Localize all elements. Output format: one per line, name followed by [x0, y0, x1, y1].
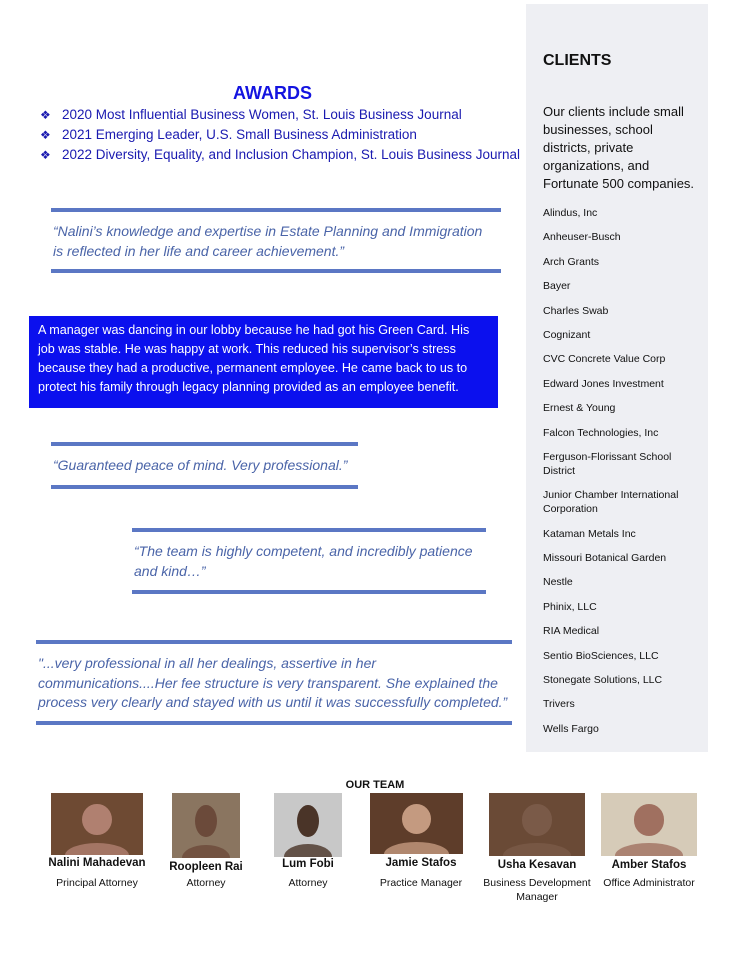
awards-heading: AWARDS — [232, 83, 312, 103]
award-item: ❖ 2022 Diversity, Equality, and Inclusion Champion, St. Louis Business Journal — [40, 145, 520, 165]
diamond-cluster-icon: ❖ — [40, 148, 51, 162]
client-item: Bayer — [543, 280, 571, 293]
client-item: Ernest & Young — [543, 402, 616, 415]
client-list — [543, 206, 703, 746]
client-item: Cognizant — [543, 328, 591, 341]
testimonial-quote: "...very professional in all her dealings, assertive in her communications....Her fee structure is very transparent. She explained the process very clearly and stayed with us until it was successfully completed.” — [38, 655, 508, 710]
team-member-name: Amber Stafos — [611, 859, 687, 871]
client-item: Falcon Technologies, Inc — [543, 426, 659, 439]
client-item: Wells Fargo — [543, 722, 599, 735]
client-item: Nestle — [543, 576, 573, 589]
client-story: A manager was dancing in our lobby because he had got his Green Card. His job was stable. He was happy at work. This reduced his supervisor’s stress because they had a productive, permanent employee. He came back to us to protect his family through legacy planning provided as an employee benefit. — [29, 316, 498, 408]
divider — [132, 590, 486, 594]
client-item: RIA Medical — [543, 625, 600, 638]
team-member-role: Attorney — [288, 877, 328, 889]
team-member-role: Office Administrator — [603, 877, 695, 889]
client-item: CVC Concrete Value Corp — [543, 353, 666, 366]
team-member-photo — [601, 793, 697, 856]
team-member-photo — [51, 793, 143, 855]
clients-heading: CLIENTS — [543, 52, 612, 69]
divider — [132, 528, 486, 532]
testimonial-quote: “The team is highly competent, and incredibly patience and kind…” — [134, 543, 473, 579]
divider — [51, 442, 358, 446]
diamond-cluster-icon: ❖ — [40, 108, 51, 122]
client-item: Arch Grants — [543, 255, 600, 268]
divider — [36, 721, 512, 725]
divider — [51, 269, 501, 273]
team-member-photo — [274, 793, 342, 857]
clients-intro: Our clients include small businesses, school districts, private organizations, and Fortunate 500 companies. — [543, 104, 695, 191]
client-item: Charles Swab — [543, 304, 609, 317]
testimonial-quote: “Nalini’s knowledge and expertise in Estate Planning and Immigration is reflected in her life and career achievement.” — [53, 223, 483, 259]
team-member-name: Nalini Mahadevan — [48, 857, 146, 869]
client-item: Phinix, LLC — [543, 600, 597, 613]
team-member-name: Jamie Stafos — [385, 857, 457, 869]
testimonial-quote: “Guaranteed peace of mind. Very professional.” — [53, 457, 348, 473]
client-item: Anheuser-Busch — [543, 231, 621, 244]
client-item: Ferguson-Florissant School District — [543, 450, 672, 477]
diamond-cluster-icon: ❖ — [40, 128, 51, 142]
team-member-role: Attorney — [186, 877, 226, 889]
client-item: Trivers — [543, 698, 575, 711]
client-item: Kataman Metals Inc — [543, 527, 636, 540]
team-member-role: Business Development Manager — [483, 877, 591, 903]
divider — [36, 640, 512, 644]
client-item: Stonegate Solutions, LLC — [543, 674, 663, 687]
client-item: Sentio BioSciences, LLC — [543, 649, 659, 662]
divider — [51, 485, 358, 489]
client-item: Edward Jones Investment — [543, 377, 664, 390]
team-member-role: Principal Attorney — [56, 877, 138, 889]
team-member-role: Practice Manager — [379, 877, 463, 889]
team-member-name: Lum Fobi — [282, 858, 334, 870]
award-item: ❖ 2021 Emerging Leader, U.S. Small Business Administration — [40, 125, 520, 145]
team-member-name: Usha Kesavan — [497, 859, 577, 871]
client-item: Alindus, Inc — [543, 207, 598, 219]
team-member-photo — [370, 793, 463, 854]
client-item: Missouri Botanical Garden — [543, 552, 667, 565]
team-member-name: Roopleen Rai — [169, 861, 243, 873]
awards-list — [40, 105, 520, 165]
team-heading: OUR TEAM — [345, 779, 405, 791]
team-member-photo — [489, 793, 585, 856]
divider — [51, 208, 501, 212]
client-item: Junior Chamber International Corporation — [543, 489, 679, 516]
award-item: ❖ 2020 Most Influential Business Women, St. Louis Business Journal — [40, 105, 520, 125]
team-member-photo — [172, 793, 240, 858]
